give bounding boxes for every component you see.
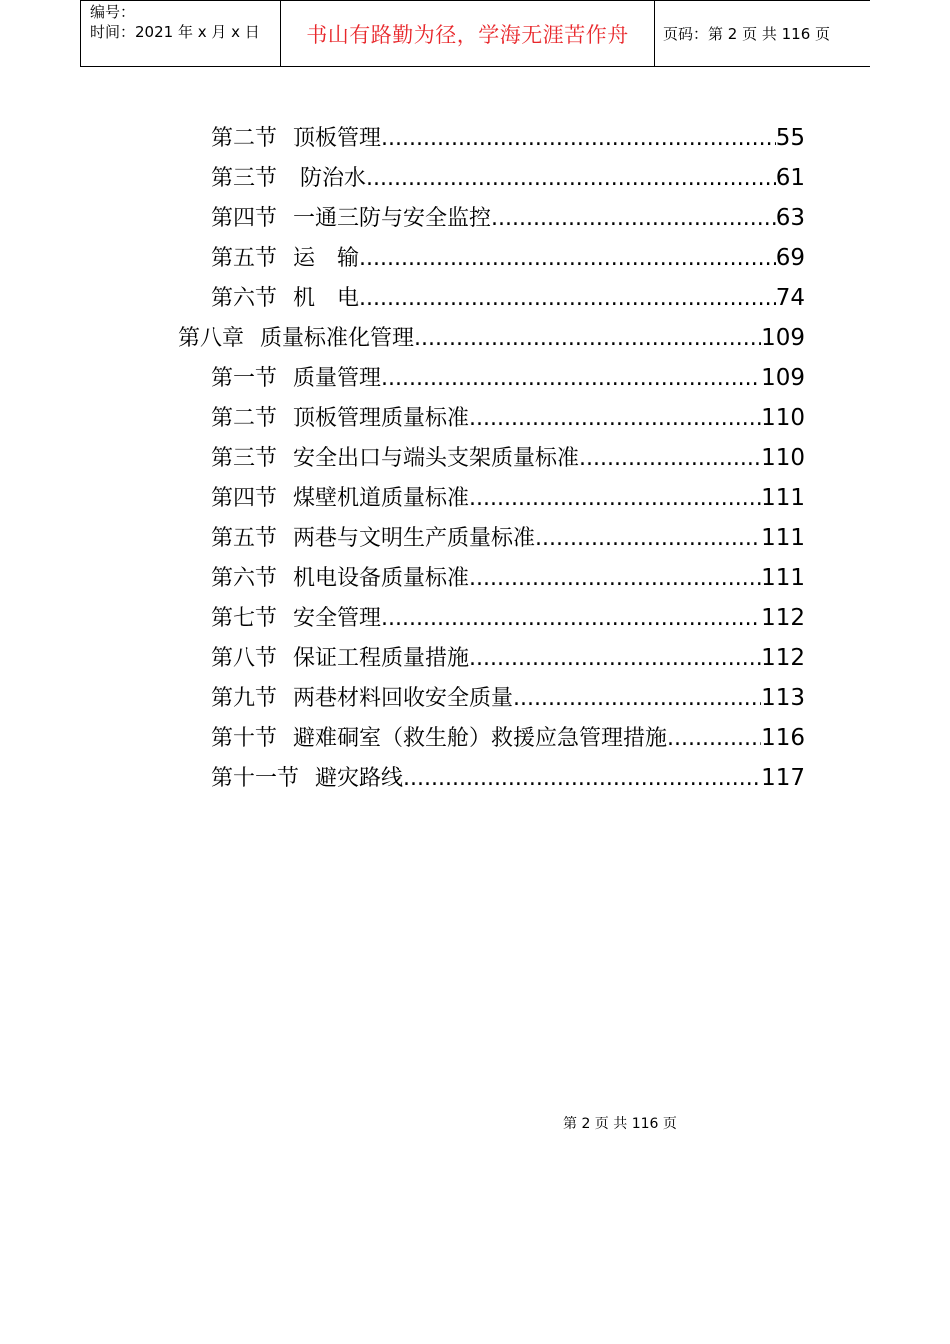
toc-leader-dots xyxy=(381,364,761,394)
toc-entry-page: 69 xyxy=(775,245,805,271)
toc-entry[interactable] xyxy=(211,603,805,633)
page-header xyxy=(80,0,870,67)
toc-entry-label xyxy=(178,324,414,354)
toc-leader-dots xyxy=(359,284,776,314)
toc-entry-page: 112 xyxy=(761,645,805,671)
toc-entry-title: 运 输 xyxy=(293,246,360,271)
toc-leader-dots xyxy=(667,724,761,754)
toc-entry[interactable] xyxy=(211,683,805,713)
toc-entry-number: 第二节 xyxy=(211,126,278,151)
toc-entry-page: 110 xyxy=(761,445,805,471)
toc-entry-label xyxy=(211,164,366,194)
toc-entry-page: 111 xyxy=(761,525,805,551)
toc-entry[interactable] xyxy=(211,483,805,513)
toc-entry-label xyxy=(211,684,513,714)
toc-entry-label xyxy=(211,764,403,794)
toc-entry[interactable] xyxy=(211,443,805,473)
toc-entry-page: 63 xyxy=(775,205,805,231)
toc-entry-label xyxy=(211,524,535,554)
toc-entry-label xyxy=(211,244,359,274)
toc-entry-title: 安全管理 xyxy=(293,606,382,631)
toc-entry[interactable] xyxy=(211,123,805,153)
toc-entry-title: 防治水 xyxy=(293,166,367,191)
toc-leader-dots xyxy=(381,604,761,634)
toc-entry[interactable] xyxy=(211,243,805,273)
toc-entry-label xyxy=(211,284,359,314)
toc-entry-page: 113 xyxy=(761,685,805,711)
toc-entry-number: 第八章 xyxy=(178,326,245,351)
header-motto: 书山有路勤为径，学海无涯苦作舟 xyxy=(306,22,629,47)
toc-entry[interactable] xyxy=(211,363,805,393)
toc-leader-dots xyxy=(469,484,761,514)
toc-entry[interactable] xyxy=(211,723,805,753)
toc-leader-dots xyxy=(513,684,761,714)
header-page-cell xyxy=(655,1,870,66)
toc-entry[interactable] xyxy=(178,323,805,353)
toc-entry-number: 第七节 xyxy=(211,606,278,631)
toc-leader-dots xyxy=(535,524,761,554)
document-id-label: 编号： xyxy=(90,3,136,21)
page-footer xyxy=(0,1113,950,1133)
toc-entry-page: 111 xyxy=(761,485,805,511)
footer-page-number: 第 2 页 共 116 页 xyxy=(563,1116,677,1132)
toc-entry-label xyxy=(211,364,381,394)
toc-leader-dots xyxy=(414,324,761,354)
toc-entry-label xyxy=(211,124,381,154)
toc-entry[interactable] xyxy=(211,203,805,233)
toc-entry-page: 111 xyxy=(761,565,805,591)
document-time-label: 时间：2021 年 x 月 x 日 xyxy=(90,23,260,41)
toc-entry-page: 116 xyxy=(761,725,805,751)
toc-entry-title: 煤壁机道质量标准 xyxy=(293,486,470,511)
toc-entry-page: 109 xyxy=(761,365,805,391)
toc-entry-title: 两巷材料回收安全质量 xyxy=(293,686,514,711)
toc-entry[interactable] xyxy=(211,563,805,593)
toc-entry-title: 两巷与文明生产质量标准 xyxy=(293,526,536,551)
toc-entry[interactable] xyxy=(211,163,805,193)
toc-entry-page: 74 xyxy=(775,285,805,311)
toc-entry-page: 110 xyxy=(761,405,805,431)
toc-entry-label xyxy=(211,604,381,634)
toc-entry[interactable] xyxy=(211,643,805,673)
toc-leader-dots xyxy=(579,444,761,474)
header-motto-cell xyxy=(281,1,655,66)
toc-entry-number: 第五节 xyxy=(211,526,278,551)
toc-entry-number: 第六节 xyxy=(211,566,278,591)
toc-entry[interactable] xyxy=(211,523,805,553)
toc-entry-label xyxy=(211,564,469,594)
toc-entry-number: 第四节 xyxy=(211,486,278,511)
toc-entry-title: 机 电 xyxy=(293,286,360,311)
toc-entry-page: 61 xyxy=(775,165,805,191)
header-page-number: 页码：第 2 页 共 116 页 xyxy=(663,25,831,43)
toc-entry-number: 第十一节 xyxy=(211,766,300,791)
toc-entry-page: 109 xyxy=(761,325,805,351)
toc-entry-number: 第六节 xyxy=(211,286,278,311)
toc-entry-label xyxy=(211,724,667,754)
toc-entry-number: 第三节 xyxy=(211,446,278,471)
toc-entry-title: 质量标准化管理 xyxy=(260,326,415,351)
toc-leader-dots xyxy=(491,204,776,234)
toc-leader-dots xyxy=(403,764,761,794)
toc-entry-title: 机电设备质量标准 xyxy=(293,566,470,591)
toc-leader-dots xyxy=(469,564,761,594)
toc-leader-dots xyxy=(469,644,761,674)
toc-entry-page: 112 xyxy=(761,605,805,631)
toc-leader-dots xyxy=(381,124,776,154)
toc-entry[interactable] xyxy=(211,763,805,793)
toc-entry-title: 顶板管理 xyxy=(293,126,382,151)
toc-entry-page: 55 xyxy=(775,125,805,151)
toc-entry-number: 第二节 xyxy=(211,406,278,431)
header-meta-cell xyxy=(80,1,281,66)
toc-entry-page: 117 xyxy=(761,765,805,791)
toc-entry-number: 第五节 xyxy=(211,246,278,271)
toc-entry-title: 避灾路线 xyxy=(315,766,404,791)
toc-entry-number: 第十节 xyxy=(211,726,278,751)
toc-entry-title: 避难硐室（救生舱）救援应急管理措施 xyxy=(293,726,668,751)
toc-entry-label xyxy=(211,444,579,474)
toc-entry[interactable] xyxy=(211,403,805,433)
toc-leader-dots xyxy=(469,404,761,434)
toc-entry-label xyxy=(211,204,491,234)
toc-entry-number: 第八节 xyxy=(211,646,278,671)
toc-leader-dots xyxy=(359,244,776,274)
toc-entry-number: 第一节 xyxy=(211,366,278,391)
toc-entry-label xyxy=(211,644,469,674)
toc-entry-number: 第四节 xyxy=(211,206,278,231)
toc-entry-title: 顶板管理质量标准 xyxy=(293,406,470,431)
toc-leader-dots xyxy=(366,164,776,194)
toc-entry-title: 安全出口与端头支架质量标准 xyxy=(293,446,580,471)
toc-entry-title: 质量管理 xyxy=(293,366,382,391)
toc-entry-label xyxy=(211,484,469,514)
toc-entry[interactable] xyxy=(211,283,805,313)
toc-entry-title: 一通三防与安全监控 xyxy=(293,206,492,231)
toc-entry-title: 保证工程质量措施 xyxy=(293,646,470,671)
toc-entry-number: 第三节 xyxy=(211,166,278,191)
toc-entry-number: 第九节 xyxy=(211,686,278,711)
toc-entry-label xyxy=(211,404,469,434)
